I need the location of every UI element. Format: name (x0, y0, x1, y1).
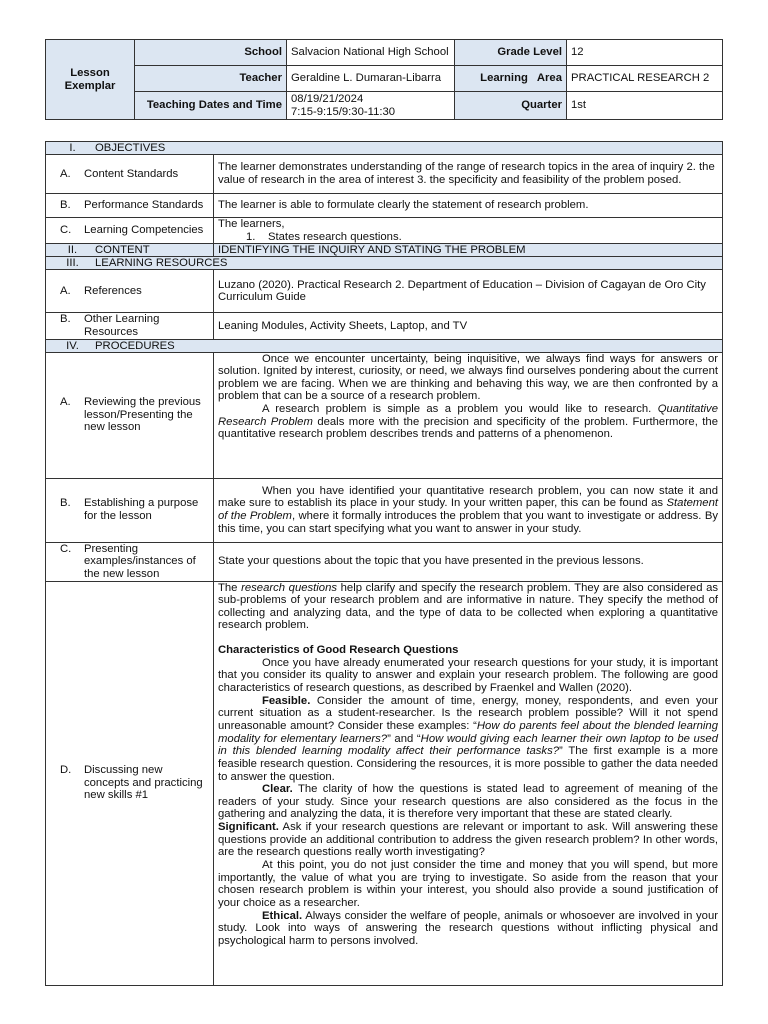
text-run-italic: Statement of the Problem (218, 497, 718, 523)
other-resources-label: Other Learning Resources (84, 313, 160, 338)
discussing-text (214, 581, 723, 985)
item-letter: C. (60, 542, 72, 555)
reviewing-cell (46, 352, 214, 478)
teaching-times: 7:15-9:15/9:30-11:30 (291, 105, 396, 118)
feasible-paragraph (218, 695, 718, 783)
other-resources-text: Leaning Modules, Activity Sheets, Laptop, and TV (214, 313, 723, 339)
lesson-exemplar-label: Lesson Exemplar (46, 40, 135, 120)
clear-paragraph (218, 783, 718, 821)
text-run: ” The first example is a more feasible research question. Considering the resources, it is more possible to gather the data needed to answer the question. (218, 745, 718, 783)
section-number: III. (66, 257, 79, 270)
competency-item: 1. States research questions. (246, 230, 402, 243)
text-run: The clarity of how the questions is stated lead to agreement of meaning of the readers of your study. Since your research questions are also considered as the focus in the gathering and analyzing the data, it is therefore very important that these are stated clearly. (218, 783, 718, 821)
item-letter: B. (60, 199, 71, 212)
significant-paragraph (218, 821, 718, 859)
text-run: The (218, 581, 242, 594)
discussing-label: Discussing new concepts and practicing new skills #1 (84, 764, 203, 802)
reviewing-paragraph: Once we encounter uncertainty, being inquisitive, we always find ways for answers or solution. Ignited by interest, curiosity, or need, we always find ourselves pondering about the current problem we are facing. When we are thinking and behaving this way, we are then confronted by a problem that can be a source of a research problem. (218, 352, 718, 403)
grade-level-value: 12 (567, 40, 723, 66)
research-questions-paragraph (218, 582, 718, 633)
examples-cell (46, 542, 214, 581)
section-objectives-header (46, 142, 723, 155)
examples-text: State your questions about the topic that you have presented in the previous lessons. (214, 542, 723, 581)
content-standards-text: The learner demonstrates understanding of the range of research topics in the area of inquiry 2. the value of research in the area of interest 3. the specificity and feasibility of the problem posed. (214, 155, 723, 194)
section-title: LEARNING RESOURCES (95, 257, 228, 270)
ethical-term: Ethical. (262, 909, 303, 922)
section-content-header (46, 244, 214, 257)
characteristics-intro: Once you have already enumerated your research questions for your study, it is important that you consider its quality to answer and explain your research problem. The following are good characteristics of research questions, as described by Fraenkel and Wallen (2020). (218, 656, 718, 695)
lesson-header-table (45, 39, 723, 120)
discussing-cell (46, 581, 214, 985)
section-number: I. (69, 142, 76, 154)
item-letter: A. (60, 396, 71, 409)
section-number: II. (67, 244, 78, 257)
text-run: help clarify and specify the research problem. They are also considered as sub-problems of your research problem and are informative in nature. They specify the method of collecting and analyzing data, and the type of data to be collected when exploring a quantitative research problem. (218, 581, 719, 632)
feasible-term: Feasible. (262, 694, 311, 707)
text-run: Always consider the welfare of people, animals or whosoever are involved in your study. Look into ways of answering the research questions without inflicting physical and psychological harm to persons involved. (218, 909, 718, 947)
content-standards-label: Content Standards (84, 167, 179, 180)
section-title: CONTENT (95, 244, 150, 257)
references-label: References (84, 284, 142, 297)
teaching-dates-label: Teaching Dates and Time (135, 92, 287, 120)
text-run-italic: How would giving each learner their own laptop to be used in this blended learning modality affect their performance tasks? (218, 732, 718, 758)
text-run: When you have identified your quantitative research problem, you can now state it and make sure to establish its place in your study. In your written paper, this can be found as (218, 484, 718, 510)
item-letter: D. (60, 764, 72, 777)
item-letter: A. (60, 167, 71, 180)
performance-standards-label: Performance Standards (84, 199, 204, 212)
learning-competencies-text (214, 218, 723, 244)
section-number: IV. (66, 339, 79, 352)
quarter-label: Quarter (455, 92, 567, 120)
text-run-italic: research questions (241, 581, 338, 594)
text-run-italic: Quantitative Research Problem (218, 403, 718, 428)
reviewing-label: Reviewing the previous lesson/Presenting the new lesson (84, 396, 201, 434)
reference-guide: Curriculum Guide (218, 291, 306, 304)
value-paragraph: At this point, you do not just consider the time and money that you will spend, but more importantly, the value of what you are trying to investigate. So aside from the reason that your chosen research problem is within your interest, you should also provide a sound justification of your choice as a researcher. (218, 859, 718, 909)
item-letter: C. (60, 224, 72, 237)
section-title: OBJECTIVES (95, 142, 166, 154)
purpose-paragraph (218, 485, 718, 536)
text-run: deals more with the precision and specificity of the problem. Furthermore, the quantitative research problem describes trends and patterns of a phenomenon. (218, 415, 718, 441)
item-letter: A. (60, 284, 71, 297)
section-title: PROCEDURES (95, 339, 175, 352)
school-value: Salvacion National High School (287, 40, 455, 66)
teacher-label: Teacher (135, 66, 287, 92)
reviewing-paragraph-2 (218, 403, 718, 441)
examples-label: Presenting examples/instances of the new lesson (84, 542, 196, 580)
characteristics-heading: Characteristics of Good Research Questions (218, 644, 459, 657)
competency-intro: The learners, (218, 218, 285, 230)
text-run: Ask if your research questions are relevant or important to ask. Will answering these questions provide an additional contribution to address the given research problem? In other words, are the research questions really worth investigating? (218, 821, 718, 859)
item-letter: B. (60, 313, 71, 326)
content-standards-cell (46, 155, 214, 194)
clear-term: Clear. (262, 783, 293, 796)
section-procedures-header (46, 339, 723, 352)
text-run: , where it formally introduces the problem that you want to investigate or address. By this time, you can start specifying what you want to answer in your study. (218, 510, 718, 535)
other-resources-cell (46, 313, 214, 339)
references-text (214, 270, 723, 313)
school-label: School (135, 40, 287, 66)
learning-competencies-cell (46, 218, 214, 244)
learning-area-value: PRACTICAL RESEARCH 2 (567, 66, 723, 92)
teaching-dates: 08/19/21/2024 (291, 93, 364, 105)
grade-level-label: Grade Level (455, 40, 567, 66)
text-run: A research problem is simple as a problem you would like to research. (262, 403, 652, 416)
teacher-value: Geraldine L. Dumaran-Libarra (287, 66, 455, 92)
performance-standards-cell (46, 194, 214, 218)
purpose-cell (46, 478, 214, 542)
purpose-label: Establishing a purpose for the lesson (84, 497, 199, 523)
references-cell (46, 270, 214, 313)
text-run: ” and “ (387, 732, 421, 745)
learning-competencies-label: Learning Competencies (84, 224, 204, 237)
performance-standards-text: The learner is able to formulate clearly the statement of research problem. (214, 194, 723, 218)
quarter-value: 1st (567, 92, 723, 120)
purpose-text (214, 478, 723, 542)
text-run-italic: How do parents feel about the blended learning modality for elementary learners? (218, 719, 718, 745)
item-letter: B. (60, 497, 71, 510)
teaching-dates-value (287, 92, 455, 120)
learning-area-label: Learning Area (455, 66, 567, 92)
lesson-plan-table (45, 141, 723, 986)
significant-term: Significant. (218, 821, 279, 834)
reviewing-text (214, 352, 723, 478)
content-value: IDENTIFYING THE INQUIRY AND STATING THE PROBLEM (214, 244, 723, 257)
reference-citation: Luzano (2020). Practical Research 2. Department of Education – Division of Cagayan de Oro City (218, 278, 706, 291)
text-run: Consider the amount of time, energy, money, respondents, and even your current situation as a student-researcher. Is the research problem possible? Will it not spend unreasonable amount? Consider these examples: “ (218, 694, 718, 732)
ethical-paragraph (218, 910, 718, 948)
section-resources-header (46, 257, 723, 270)
